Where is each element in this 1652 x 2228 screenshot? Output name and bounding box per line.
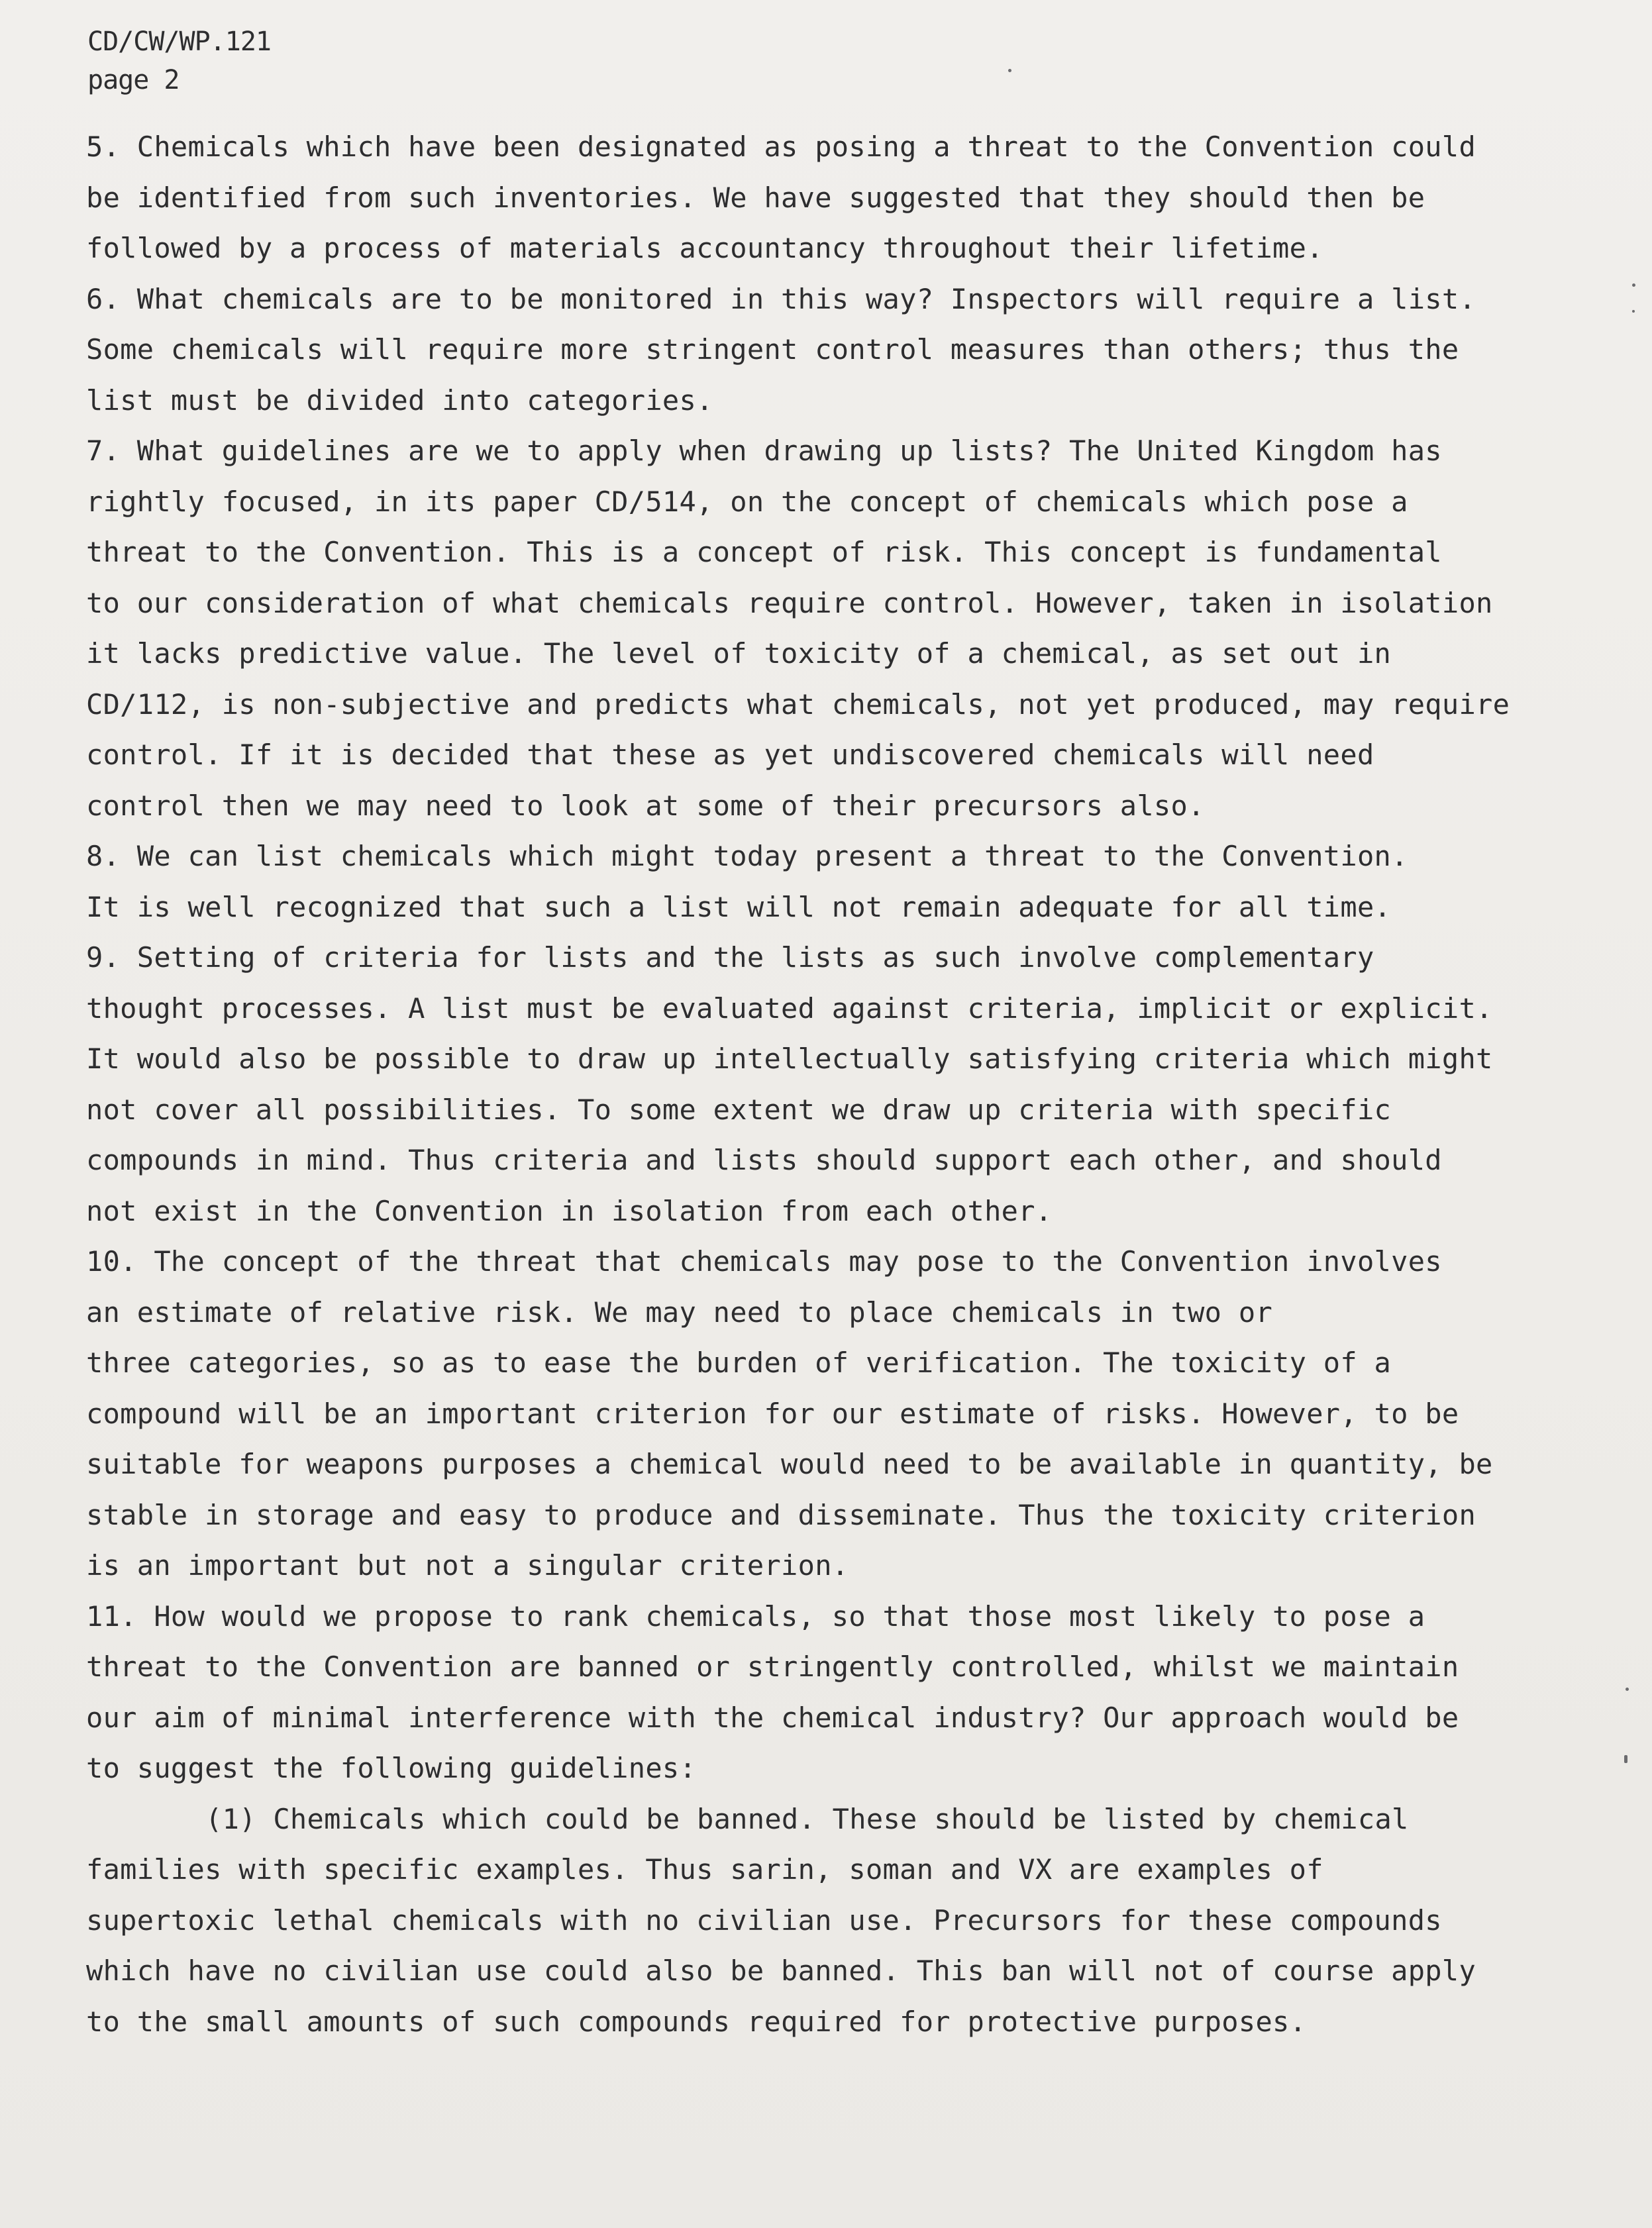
page-number: page 2 bbox=[87, 65, 180, 95]
scan-speck bbox=[1632, 310, 1635, 313]
text-line: It would also be possible to draw up intellectually satisfying criteria which might bbox=[86, 1042, 1493, 1075]
text-line: Some chemicals will require more stringent control measures than others; thus the bbox=[86, 333, 1459, 366]
text-line: is an important but not a singular criterion. bbox=[86, 1549, 849, 1582]
text-line: which have no civilian use could also be banned. This ban will not of course apply bbox=[86, 1954, 1476, 1987]
text-line: control then we may need to look at some of their precursors also. bbox=[86, 789, 1205, 822]
text-line: rightly focused, in its paper CD/514, on the concept of chemicals which pose a bbox=[86, 485, 1408, 518]
text-line: to our consideration of what chemicals require control. However, taken in isolation bbox=[86, 586, 1493, 619]
document-header bbox=[87, 23, 271, 99]
text-line: CD/112, is non-subjective and predicts what chemicals, not yet produced, may require bbox=[86, 687, 1510, 721]
text-line: not cover all possibilities. To some extent we draw up criteria with specific bbox=[86, 1093, 1392, 1126]
document-reference: CD/CW/WP.121 bbox=[87, 26, 271, 57]
text-line: 6. What chemicals are to be monitored in this way? Inspectors will require a list. bbox=[86, 282, 1476, 315]
text-line: thought processes. A list must be evaluated against criteria, implicit or explicit. bbox=[86, 991, 1493, 1025]
document-body bbox=[86, 122, 1537, 2047]
text-line: not exist in the Convention in isolation from each other. bbox=[86, 1194, 1053, 1227]
text-line: three categories, so as to ease the burden of verification. The toxicity of a bbox=[86, 1346, 1392, 1379]
text-line: our aim of minimal interference with the chemical industry? Our approach would be bbox=[86, 1701, 1459, 1734]
text-line: to suggest the following guidelines: bbox=[86, 1752, 697, 1784]
text-line: be identified from such inventories. We have suggested that they should then be bbox=[86, 181, 1425, 214]
text-line: 11. How would we propose to rank chemicals, so that those most likely to pose a bbox=[86, 1599, 1425, 1633]
text-line: (1) Chemicals which could be banned. These should be listed by chemical bbox=[205, 1802, 1409, 1835]
text-line: it lacks predictive value. The level of toxicity of a chemical, as set out in bbox=[86, 637, 1392, 670]
text-line: control. If it is decided that these as yet undiscovered chemicals will need bbox=[86, 738, 1374, 771]
scan-speck bbox=[1632, 283, 1635, 287]
scan-speck bbox=[1624, 1755, 1627, 1763]
text-line: to the small amounts of such compounds required for protective purposes. bbox=[86, 2005, 1307, 2038]
text-line: 5. Chemicals which have been designated as posing a threat to the Convention could bbox=[86, 130, 1476, 163]
text-line: It is well recognized that such a list will not remain adequate for all time. bbox=[86, 890, 1392, 923]
text-line: compound will be an important criterion for our estimate of risks. However, to be bbox=[86, 1397, 1459, 1430]
scan-speck bbox=[1626, 1688, 1629, 1691]
text-line: 9. Setting of criteria for lists and the lists as such involve complementary bbox=[86, 941, 1374, 974]
text-line: threat to the Convention are banned or stringently controlled, whilst we maintain bbox=[86, 1650, 1459, 1683]
text-line: 7. What guidelines are we to apply when drawing up lists? The United Kingdom has bbox=[86, 434, 1442, 467]
text-line: supertoxic lethal chemicals with no civilian use. Precursors for these compounds bbox=[86, 1903, 1442, 1937]
text-line: suitable for weapons purposes a chemical would need to be available in quantity, be bbox=[86, 1448, 1493, 1480]
text-line: threat to the Convention. This is a concept of risk. This concept is fundamental bbox=[86, 536, 1442, 568]
text-line: 8. We can list chemicals which might today present a threat to the Convention. bbox=[86, 840, 1408, 872]
text-line: followed by a process of materials accountancy throughout their lifetime. bbox=[86, 232, 1323, 264]
text-line: families with specific examples. Thus sarin, soman and VX are examples of bbox=[86, 1853, 1323, 1886]
text-line: 10. The concept of the threat that chemicals may pose to the Convention involves bbox=[86, 1245, 1442, 1278]
text-line: compounds in mind. Thus criteria and lists should support each other, and should bbox=[86, 1144, 1442, 1176]
text-line: an estimate of relative risk. We may need to place chemicals in two or bbox=[86, 1295, 1273, 1329]
scan-speck bbox=[1008, 69, 1011, 72]
text-line: list must be divided into categories. bbox=[86, 383, 713, 417]
text-line: stable in storage and easy to produce and disseminate. Thus the toxicity criterion bbox=[86, 1498, 1476, 1531]
